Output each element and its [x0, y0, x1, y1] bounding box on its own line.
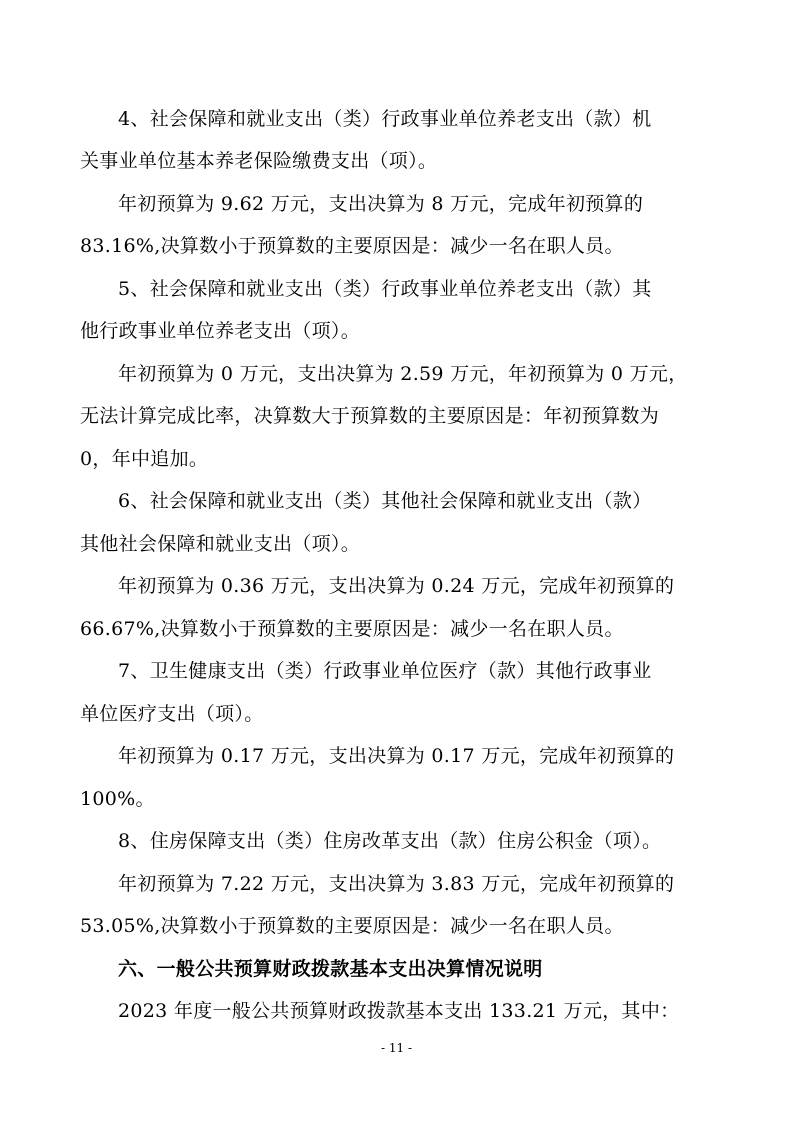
item-4-title-line-2: 关事业单位基本养老保险缴费支出（项）。: [80, 150, 438, 172]
item-5-title-line-1: 5、社会保障和就业支出（类）行政事业单位养老支出（款）其: [118, 278, 652, 300]
item-6-body-line-2: 66.67%,决算数小于预算数的主要原因是：减少一名在职人员。: [80, 618, 624, 640]
item-6-title-line-1: 6、社会保障和就业支出（类）其他社会保障和就业支出（款）: [118, 490, 652, 512]
item-6-body-line-1: 年初预算为 0.36 万元，支出决算为 0.24 万元，完成年初预算的: [118, 575, 675, 597]
item-7-body-line-1: 年初预算为 0.17 万元，支出决算为 0.17 万元，完成年初预算的: [118, 745, 675, 767]
item-8-title-line: 8、住房保障支出（类）住房改革支出（款）住房公积金（项）。: [118, 830, 662, 852]
item-4-title-line-1: 4、社会保障和就业支出（类）行政事业单位养老支出（款）机: [118, 108, 652, 130]
item-5-body-line-3: 0，年中追加。: [80, 448, 209, 470]
item-6-title-line-2: 其他社会保障和就业支出（项）。: [80, 533, 361, 555]
item-5-body-line-2: 无法计算完成比率，决算数大于预算数的主要原因是：年初预算数为: [80, 405, 660, 427]
item-4-body-line-1: 年初预算为 9.62 万元，支出决算为 8 万元，完成年初预算的: [118, 193, 644, 215]
item-8-body-line-2: 53.05%,决算数小于预算数的主要原因是：减少一名在职人员。: [80, 915, 624, 937]
item-5-body-line-1: 年初预算为 0 万元，支出决算为 2.59 万元，年初预算为 0 万元，: [118, 363, 688, 385]
item-7-title-line-2: 单位医疗支出（项）。: [80, 703, 264, 725]
section-heading: 六、一般公共预算财政拨款基本支出决算情况说明: [118, 958, 543, 980]
page-number: - 11 -: [380, 1041, 412, 1055]
item-7-body-line-2: 100%。: [80, 788, 155, 810]
item-8-body-line-1: 年初预算为 7.22 万元，支出决算为 3.83 万元，完成年初预算的: [118, 873, 675, 895]
item-4-body-line-2: 83.16%,决算数小于预算数的主要原因是：减少一名在职人员。: [80, 235, 624, 257]
item-5-title-line-2: 他行政事业单位养老支出（项）。: [80, 320, 361, 342]
section-body-line-1: 2023 年度一般公共预算财政拨款基本支出 133.21 万元，其中：: [118, 1000, 680, 1022]
item-7-title-line-1: 7、卫生健康支出（类）行政事业单位医疗（款）其他行政事业: [118, 660, 652, 682]
